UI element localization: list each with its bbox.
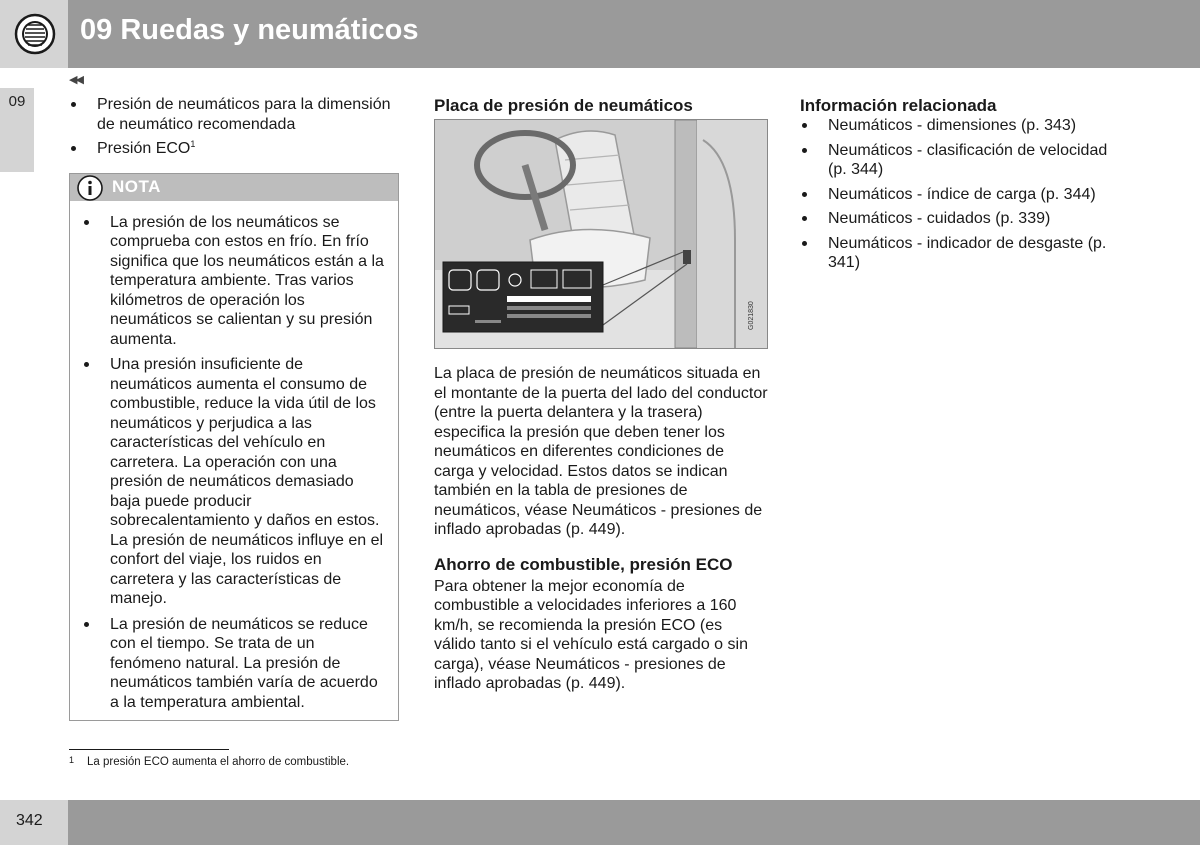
list-item-text: Una presión insuficiente de neumáticos aumenta el consumo de combustible, reduce la vida útil de los neumáticos y perjudica a las características del vehículo en carretera. La operación con una presión de neumáticos demasiado baja puede producir sobrecalentamiento y daños en estos. La presión de neumáticos influye en el confort del viaje, los ruidos en carretera y las características de manejo. bbox=[110, 356, 384, 607]
page-header bbox=[0, 0, 1200, 68]
footnote-text: La presión ECO aumenta el ahorro de combustible. bbox=[87, 756, 350, 768]
note-title: NOTA bbox=[112, 176, 161, 196]
note-header bbox=[70, 174, 398, 201]
chapter-side-tab bbox=[0, 88, 34, 172]
footnote bbox=[69, 755, 349, 768]
car-interior-drawing bbox=[435, 120, 767, 348]
tire-pressure-label-illustration bbox=[434, 119, 768, 349]
list-item-text: Presión ECO bbox=[97, 140, 191, 157]
related-link[interactable] bbox=[800, 185, 1130, 205]
list-item-text: La presión de neumáticos se reduce con el tiempo. Se trata de un fenómeno natural. La presión de neumáticos también varía de acuerdo a la temperatura ambiental. bbox=[110, 615, 378, 711]
page-number-box bbox=[0, 800, 68, 845]
continuation-arrows-icon: ◀◀ bbox=[69, 74, 82, 86]
page-number: 342 bbox=[16, 812, 43, 829]
page-footer bbox=[0, 800, 1200, 845]
list-item-text: Presión de neumáticos para la dimensión de neumático recomendada bbox=[97, 96, 391, 133]
related-link-text[interactable]: Neumáticos - cuidados (p. 339) bbox=[828, 210, 1051, 227]
related-info-heading: Información relacionada bbox=[800, 96, 997, 115]
info-icon bbox=[76, 174, 104, 202]
note-body bbox=[70, 201, 398, 721]
related-link[interactable] bbox=[800, 234, 1130, 273]
list-item bbox=[82, 615, 386, 713]
related-link[interactable] bbox=[800, 209, 1130, 229]
chapter-title: 09 Ruedas y neumáticos bbox=[80, 14, 419, 46]
tire-icon bbox=[14, 13, 56, 55]
figure-code: G021830 bbox=[748, 301, 755, 330]
column-left bbox=[69, 95, 399, 721]
paragraph: La placa de presión de neumáticos situada en el montante de la puerta del lado del conductor (entre la puerta delantera y la trasera) especifica la presión que deben tener los neumáticos en diferentes condiciones de carga y velocidad. Estos datos se indican también en la tabla de presiones de neumáticos, véase Neumáticos - presiones de inflado aprobadas (p. 449). bbox=[434, 365, 768, 538]
related-link-text[interactable]: Neumáticos - indicador de desgaste (p. 341) bbox=[828, 234, 1107, 271]
section-heading: Placa de presión de neumáticos bbox=[434, 96, 693, 115]
related-link-text[interactable]: Neumáticos - índice de carga (p. 344) bbox=[828, 185, 1096, 203]
list-item bbox=[82, 355, 386, 609]
note-box bbox=[69, 173, 399, 722]
chapter-icon-box bbox=[0, 0, 68, 68]
column-right bbox=[800, 95, 1130, 278]
related-link-text[interactable]: Neumáticos - clasificación de velocidad (p. 344) bbox=[828, 141, 1108, 178]
list-item bbox=[69, 139, 399, 159]
pressure-type-list bbox=[69, 95, 399, 159]
list-item bbox=[69, 95, 399, 134]
chapter-side-tab-label: 09 bbox=[8, 93, 26, 110]
related-link[interactable] bbox=[800, 116, 1130, 136]
footnote-ref[interactable]: 1 bbox=[190, 139, 196, 149]
column-middle bbox=[434, 95, 768, 694]
footnote-divider bbox=[69, 749, 229, 750]
related-link-text[interactable]: Neumáticos - dimensiones (p. 343) bbox=[828, 117, 1077, 134]
footnote-number: 1 bbox=[69, 755, 75, 765]
note-list bbox=[82, 213, 386, 713]
list-item bbox=[82, 213, 386, 350]
section-heading: Ahorro de combustible, presión ECO bbox=[434, 554, 733, 574]
related-link[interactable] bbox=[800, 141, 1130, 180]
paragraph: Para obtener la mejor economía de combustible a velocidades inferiores a 160 km/h, se recomienda la presión ECO (es válido tanto si el vehículo está cargado o sin carga), véase Neumáticos - presiones de inflado aprobadas (p. 449). bbox=[434, 577, 748, 692]
related-info-list bbox=[800, 116, 1130, 273]
list-item-text: La presión de los neumáticos se comprueba con estos en frío. En frío significa que los neumáticos están a la temperatura ambiente. Tras varios kilómetros de operación los neumáticos se calientan y su presión aumenta. bbox=[110, 213, 384, 348]
